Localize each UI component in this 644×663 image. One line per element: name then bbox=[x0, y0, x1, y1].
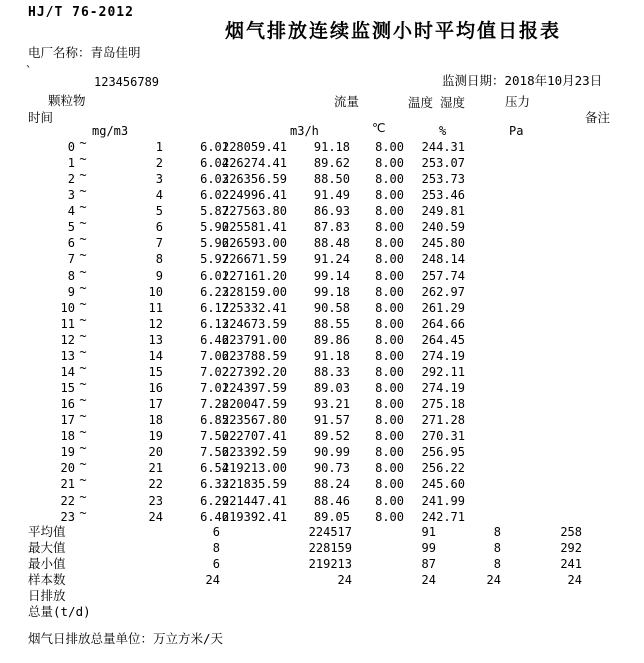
summary-pressure-cell: 24 bbox=[567, 572, 582, 587]
tilde-separator: ~ bbox=[79, 136, 87, 150]
summary-label: 样本数 bbox=[28, 571, 66, 587]
hour-end-cell: 2 bbox=[155, 156, 163, 171]
temperature-value-cell: 88.48 bbox=[313, 236, 350, 251]
tilde-separator: ~ bbox=[79, 152, 87, 167]
hour-start-cell: 20 bbox=[60, 461, 75, 476]
temperature-value-cell: 90.73 bbox=[313, 461, 350, 476]
humidity-value-cell: 8.00 bbox=[375, 348, 404, 363]
hour-end-cell: 4 bbox=[155, 188, 163, 203]
humidity-value-cell: 8.00 bbox=[375, 220, 404, 235]
hour-start-cell: 8 bbox=[67, 268, 75, 283]
temperature-value-cell: 91.57 bbox=[313, 413, 350, 428]
flow-value-cell: 221835.59 bbox=[221, 477, 287, 492]
hour-end-cell: 13 bbox=[148, 332, 163, 347]
hour-end-cell: 9 bbox=[155, 268, 163, 283]
tilde-separator: ~ bbox=[79, 425, 87, 440]
summary-flow-cell: 228159 bbox=[308, 540, 352, 555]
summary-row bbox=[0, 556, 644, 572]
standard-code: HJ/T 76-2012 bbox=[28, 5, 134, 20]
tilde-separator: ~ bbox=[79, 441, 87, 456]
flow-value-cell: 220047.59 bbox=[221, 397, 287, 412]
table-row bbox=[0, 232, 644, 251]
temperature-value-cell: 99.14 bbox=[313, 268, 350, 283]
temperature-value-cell: 91.24 bbox=[313, 252, 350, 267]
flow-value-cell: 225332.41 bbox=[221, 300, 287, 315]
temperature-value-cell: 91.49 bbox=[313, 188, 350, 203]
unit-pressure: Pa bbox=[509, 124, 524, 138]
column-header-pm: 颗粒物 bbox=[48, 93, 86, 108]
table-row bbox=[0, 344, 644, 364]
table-row bbox=[0, 264, 644, 284]
humidity-value-cell: 8.00 bbox=[375, 509, 404, 524]
pm-value-cell: 7.28 bbox=[200, 397, 229, 412]
temperature-value-cell: 88.50 bbox=[313, 172, 350, 187]
summary-label: 总量(t/d) bbox=[28, 603, 91, 619]
pm-value-cell: 6.03 bbox=[200, 172, 229, 187]
hour-start-cell: 18 bbox=[60, 429, 75, 444]
flow-value-cell: 228159.00 bbox=[221, 284, 287, 299]
pm-value-cell: 6.85 bbox=[200, 413, 229, 428]
flow-value-cell: 223392.59 bbox=[221, 445, 287, 460]
hour-end-cell: 17 bbox=[148, 397, 163, 412]
tilde-separator: ~ bbox=[79, 200, 87, 215]
pressure-value-cell: 256.95 bbox=[421, 445, 465, 460]
flow-value-cell: 223567.80 bbox=[221, 413, 287, 428]
summary-humidity-cell: 8 bbox=[493, 556, 501, 571]
humidity-value-cell: 8.00 bbox=[375, 284, 404, 299]
hour-end-cell: 21 bbox=[148, 461, 163, 476]
pm-value-cell: 5.90 bbox=[200, 220, 229, 235]
hour-start-cell: 1 bbox=[67, 156, 75, 171]
pressure-value-cell: 242.71 bbox=[421, 509, 465, 524]
table-row bbox=[0, 312, 644, 332]
summary-row bbox=[0, 588, 644, 604]
summary-pressure-cell: 258 bbox=[560, 525, 582, 539]
humidity-value-cell: 8.00 bbox=[375, 397, 404, 412]
hour-start-cell: 0 bbox=[67, 140, 75, 154]
pm-value-cell: 7.56 bbox=[200, 445, 229, 460]
flow-value-cell: 219392.41 bbox=[221, 509, 287, 524]
table-row bbox=[0, 216, 644, 235]
temperature-value-cell: 99.18 bbox=[313, 284, 350, 299]
pm-value-cell: 5.97 bbox=[200, 252, 229, 267]
pressure-value-cell: 274.19 bbox=[421, 348, 465, 363]
temperature-value-cell: 87.83 bbox=[313, 220, 350, 235]
humidity-value-cell: 8.00 bbox=[375, 268, 404, 283]
summary-flow-cell: 24 bbox=[337, 572, 352, 587]
humidity-value-cell: 8.00 bbox=[375, 300, 404, 315]
unit-flow: m3/h bbox=[290, 124, 319, 138]
flow-value-cell: 223788.59 bbox=[221, 348, 287, 363]
table-row bbox=[0, 489, 644, 509]
humidity-value-cell: 8.00 bbox=[375, 316, 404, 331]
table-row bbox=[0, 360, 644, 380]
hour-end-cell: 8 bbox=[155, 252, 163, 267]
summary-humidity-cell: 8 bbox=[493, 540, 501, 555]
table-row bbox=[0, 184, 644, 203]
summary-flow-cell: 219213 bbox=[308, 556, 352, 571]
temperature-value-cell: 89.62 bbox=[313, 156, 350, 171]
summary-row bbox=[0, 604, 644, 620]
table-row bbox=[0, 457, 644, 476]
summary-pressure-cell: 241 bbox=[560, 556, 582, 571]
hour-end-cell: 18 bbox=[148, 413, 163, 428]
temperature-value-cell: 86.93 bbox=[313, 204, 350, 219]
humidity-value-cell: 8.00 bbox=[375, 156, 404, 171]
hour-end-cell: 10 bbox=[148, 284, 163, 299]
summary-humidity-cell: 24 bbox=[486, 572, 501, 587]
hour-start-cell: 21 bbox=[60, 477, 75, 492]
pm-value-cell: 6.46 bbox=[200, 509, 229, 524]
pressure-value-cell: 257.74 bbox=[421, 268, 465, 283]
flow-value-cell: 227563.80 bbox=[221, 204, 287, 219]
pm-value-cell: 6.02 bbox=[200, 188, 229, 203]
flow-value-cell: 226274.41 bbox=[221, 156, 287, 171]
hour-start-cell: 11 bbox=[60, 316, 75, 331]
hour-end-cell: 19 bbox=[148, 429, 163, 444]
tilde-separator: ~ bbox=[79, 409, 87, 424]
humidity-value-cell: 8.00 bbox=[375, 429, 404, 444]
tilde-separator: ~ bbox=[79, 393, 87, 408]
pressure-value-cell: 244.31 bbox=[421, 140, 465, 154]
pm-value-cell: 5.96 bbox=[200, 236, 229, 251]
humidity-value-cell: 8.00 bbox=[375, 236, 404, 251]
pm-value-cell: 6.46 bbox=[200, 332, 229, 347]
flow-value-cell: 226593.00 bbox=[221, 236, 287, 251]
hour-end-cell: 12 bbox=[148, 316, 163, 331]
pm-value-cell: 7.50 bbox=[200, 429, 229, 444]
table-row bbox=[0, 505, 644, 525]
hour-end-cell: 5 bbox=[155, 204, 163, 219]
table-row bbox=[0, 441, 644, 460]
tilde-separator: ~ bbox=[79, 312, 87, 327]
column-header-flow: 流量 bbox=[334, 94, 360, 109]
flow-value-cell: 226671.59 bbox=[221, 252, 287, 267]
temperature-value-cell: 89.86 bbox=[313, 332, 350, 347]
temperature-value-cell: 89.52 bbox=[313, 429, 350, 444]
hour-start-cell: 13 bbox=[60, 348, 75, 363]
humidity-value-cell: 8.00 bbox=[375, 204, 404, 219]
pressure-value-cell: 264.45 bbox=[421, 332, 465, 347]
summary-humidity-cell: 8 bbox=[493, 525, 501, 539]
pressure-value-cell: 245.80 bbox=[421, 236, 465, 251]
tilde-separator: ~ bbox=[79, 328, 87, 343]
serial-number: 123456789 bbox=[94, 75, 160, 89]
footer-note: 烟气日排放总量单位：万立方米/天 bbox=[28, 631, 224, 646]
flow-value-cell: 227392.20 bbox=[221, 364, 287, 379]
pressure-value-cell: 248.14 bbox=[421, 252, 465, 267]
tilde-separator: ~ bbox=[79, 168, 87, 183]
table-row bbox=[0, 248, 644, 267]
report-title: 烟气排放连续监测小时平均值日报表 bbox=[225, 20, 562, 42]
pressure-value-cell: 253.07 bbox=[421, 156, 465, 171]
tilde-separator: ~ bbox=[79, 296, 87, 311]
flow-value-cell: 225581.41 bbox=[221, 220, 287, 235]
tilde-separator: ~ bbox=[79, 457, 87, 472]
summary-pm-cell: 6 bbox=[212, 556, 220, 571]
summary-pm-cell: 24 bbox=[205, 572, 220, 587]
tilde-separator: ~ bbox=[79, 377, 87, 392]
summary-label: 最大值 bbox=[28, 539, 66, 555]
temperature-value-cell: 93.21 bbox=[313, 397, 350, 412]
tilde-separator: ~ bbox=[79, 232, 87, 247]
flow-value-cell: 227161.20 bbox=[221, 268, 287, 283]
table-row bbox=[0, 200, 644, 219]
summary-pm-cell: 6 bbox=[212, 525, 220, 539]
temperature-value-cell: 89.03 bbox=[313, 381, 350, 396]
tilde-separator: ~ bbox=[79, 216, 87, 231]
pressure-value-cell: 245.60 bbox=[421, 477, 465, 492]
flow-value-cell: 224397.59 bbox=[221, 381, 287, 396]
summary-row bbox=[0, 572, 644, 588]
column-header-time: 时间 bbox=[28, 110, 54, 125]
flow-value-cell: 224673.59 bbox=[221, 316, 287, 331]
pm-value-cell: 7.02 bbox=[200, 364, 229, 379]
tilde-separator: ~ bbox=[79, 184, 87, 199]
temperature-value-cell: 91.18 bbox=[313, 140, 350, 154]
summary-label: 平均值 bbox=[28, 524, 66, 539]
pressure-value-cell: 262.97 bbox=[421, 284, 465, 299]
table-row bbox=[0, 393, 644, 412]
hour-start-cell: 5 bbox=[67, 220, 75, 235]
tilde-separator: ~ bbox=[79, 505, 87, 520]
summary-row bbox=[0, 540, 644, 556]
tilde-separator: ~ bbox=[79, 280, 87, 295]
hour-start-cell: 10 bbox=[60, 300, 75, 315]
pm-value-cell: 6.13 bbox=[200, 316, 229, 331]
hour-end-cell: 15 bbox=[148, 364, 163, 379]
unit-temperature: ℃ bbox=[372, 121, 386, 135]
pressure-value-cell: 261.29 bbox=[421, 300, 465, 315]
hour-end-cell: 22 bbox=[148, 477, 163, 492]
pressure-value-cell: 256.22 bbox=[421, 461, 465, 476]
summary-label: 日排放 bbox=[28, 587, 66, 603]
summary-temperature-cell: 91 bbox=[421, 525, 436, 539]
pressure-value-cell: 270.31 bbox=[421, 429, 465, 444]
hour-start-cell: 17 bbox=[60, 413, 75, 428]
humidity-value-cell: 8.00 bbox=[375, 381, 404, 396]
humidity-value-cell: 8.00 bbox=[375, 188, 404, 203]
temperature-value-cell: 88.33 bbox=[313, 364, 350, 379]
pressure-value-cell: 249.81 bbox=[421, 204, 465, 219]
unit-humidity: % bbox=[439, 124, 447, 138]
hour-start-cell: 7 bbox=[67, 252, 75, 267]
pm-value-cell: 6.33 bbox=[200, 477, 229, 492]
pm-value-cell: 7.06 bbox=[200, 348, 229, 363]
humidity-value-cell: 8.00 bbox=[375, 413, 404, 428]
pm-value-cell: 6.29 bbox=[200, 493, 229, 508]
flow-value-cell: 221447.41 bbox=[221, 493, 287, 508]
flow-value-cell: 226356.59 bbox=[221, 172, 287, 187]
hour-end-cell: 14 bbox=[148, 348, 163, 363]
pressure-value-cell: 240.59 bbox=[421, 220, 465, 235]
flow-value-cell: 223791.00 bbox=[221, 332, 287, 347]
summary-pm-cell: 8 bbox=[212, 540, 220, 555]
pm-value-cell: 7.01 bbox=[200, 381, 229, 396]
pressure-value-cell: 274.19 bbox=[421, 381, 465, 396]
tilde-separator: ~ bbox=[79, 473, 87, 488]
hour-end-cell: 24 bbox=[148, 509, 163, 524]
summary-temperature-cell: 24 bbox=[421, 572, 436, 587]
humidity-value-cell: 8.00 bbox=[375, 477, 404, 492]
hour-start-cell: 14 bbox=[60, 364, 75, 379]
monitor-date: 监测日期：2018年10月23日 bbox=[442, 73, 603, 88]
table-row bbox=[0, 136, 644, 155]
hour-start-cell: 23 bbox=[60, 509, 75, 524]
pm-value-cell: 6.04 bbox=[200, 156, 229, 171]
column-header-pressure: 压力 bbox=[505, 94, 531, 109]
pressure-value-cell: 264.66 bbox=[421, 316, 465, 331]
tilde-separator: ~ bbox=[79, 248, 87, 263]
pm-value-cell: 6.01 bbox=[200, 140, 229, 154]
table-row bbox=[0, 473, 644, 492]
hour-end-cell: 23 bbox=[148, 493, 163, 508]
tilde-separator: ~ bbox=[79, 344, 87, 359]
stray-mark: ` bbox=[25, 64, 33, 78]
hour-start-cell: 19 bbox=[60, 445, 75, 460]
humidity-value-cell: 8.00 bbox=[375, 493, 404, 508]
column-header-temperature: 温度 bbox=[408, 95, 434, 110]
hour-start-cell: 15 bbox=[60, 381, 75, 396]
hour-end-cell: 16 bbox=[148, 381, 163, 396]
tilde-separator: ~ bbox=[79, 360, 87, 375]
summary-row bbox=[0, 524, 644, 540]
tilde-separator: ~ bbox=[79, 264, 87, 279]
hour-end-cell: 7 bbox=[155, 236, 163, 251]
summary-temperature-cell: 87 bbox=[421, 556, 436, 571]
pm-value-cell: 5.87 bbox=[200, 204, 229, 219]
hour-end-cell: 6 bbox=[155, 220, 163, 235]
humidity-value-cell: 8.00 bbox=[375, 172, 404, 187]
pressure-value-cell: 241.99 bbox=[421, 493, 465, 508]
table-row bbox=[0, 425, 644, 444]
hour-start-cell: 6 bbox=[67, 236, 75, 251]
hour-start-cell: 16 bbox=[60, 397, 75, 412]
pm-value-cell: 6.01 bbox=[200, 268, 229, 283]
temperature-value-cell: 89.05 bbox=[313, 509, 350, 524]
table-row bbox=[0, 280, 644, 300]
column-header-humidity: 湿度 bbox=[440, 95, 466, 110]
humidity-value-cell: 8.00 bbox=[375, 252, 404, 267]
plant-name: 电厂名称：青岛佳明 bbox=[28, 45, 141, 60]
temperature-value-cell: 88.46 bbox=[313, 493, 350, 508]
pm-value-cell: 6.23 bbox=[200, 284, 229, 299]
pressure-value-cell: 275.18 bbox=[421, 397, 465, 412]
humidity-value-cell: 8.00 bbox=[375, 461, 404, 476]
hour-start-cell: 9 bbox=[67, 284, 75, 299]
pm-value-cell: 6.17 bbox=[200, 300, 229, 315]
table-row bbox=[0, 377, 644, 396]
hour-start-cell: 12 bbox=[60, 332, 75, 347]
temperature-value-cell: 91.18 bbox=[313, 348, 350, 363]
pressure-value-cell: 253.46 bbox=[421, 188, 465, 203]
hour-start-cell: 2 bbox=[67, 172, 75, 187]
pressure-value-cell: 271.28 bbox=[421, 413, 465, 428]
tilde-separator: ~ bbox=[79, 489, 87, 504]
summary-label: 最小值 bbox=[28, 555, 66, 571]
temperature-value-cell: 90.58 bbox=[313, 300, 350, 315]
unit-pm: mg/m3 bbox=[92, 124, 129, 138]
temperature-value-cell: 88.55 bbox=[313, 316, 350, 331]
summary-pressure-cell: 292 bbox=[560, 540, 582, 555]
temperature-value-cell: 90.99 bbox=[313, 445, 350, 460]
hour-start-cell: 3 bbox=[67, 188, 75, 203]
table-row bbox=[0, 328, 644, 348]
table-row bbox=[0, 409, 644, 428]
humidity-value-cell: 8.00 bbox=[375, 332, 404, 347]
humidity-value-cell: 8.00 bbox=[375, 364, 404, 379]
pm-value-cell: 6.54 bbox=[200, 461, 229, 476]
table-row bbox=[0, 152, 644, 171]
hour-start-cell: 22 bbox=[60, 493, 75, 508]
flow-value-cell: 222707.41 bbox=[221, 429, 287, 444]
pressure-value-cell: 292.11 bbox=[421, 364, 465, 379]
summary-temperature-cell: 99 bbox=[421, 540, 436, 555]
table-row bbox=[0, 168, 644, 187]
table-row bbox=[0, 296, 644, 316]
flow-value-cell: 219213.00 bbox=[221, 461, 287, 476]
hour-end-cell: 3 bbox=[155, 172, 163, 187]
flow-value-cell: 224996.41 bbox=[221, 188, 287, 203]
hour-end-cell: 1 bbox=[155, 140, 163, 154]
temperature-value-cell: 88.24 bbox=[313, 477, 350, 492]
pressure-value-cell: 253.73 bbox=[421, 172, 465, 187]
summary-flow-cell: 224517 bbox=[308, 525, 352, 539]
humidity-value-cell: 8.00 bbox=[375, 445, 404, 460]
humidity-value-cell: 8.00 bbox=[375, 140, 404, 154]
flow-value-cell: 228059.41 bbox=[221, 140, 287, 154]
column-header-remark: 备注 bbox=[585, 110, 611, 125]
hour-start-cell: 4 bbox=[67, 204, 75, 219]
hour-end-cell: 11 bbox=[148, 300, 163, 315]
hour-end-cell: 20 bbox=[148, 445, 163, 460]
